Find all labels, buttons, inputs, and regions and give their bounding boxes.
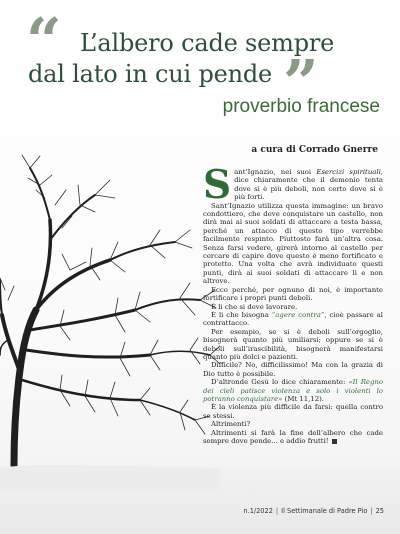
author-byline: a cura di Corrado Gnerre <box>251 145 378 155</box>
article-body <box>203 162 383 445</box>
issue-number: n.1/2022 <box>243 507 273 515</box>
opening-quote-mark: “ <box>26 4 62 77</box>
title-line-2: dal lato in cui pende <box>28 60 273 88</box>
page-number: 25 <box>375 507 384 515</box>
title-line-1: L’albero cade sempre <box>80 29 335 57</box>
paragraph-11 <box>203 429 383 446</box>
paragraph-8 <box>203 378 383 403</box>
drop-cap: S <box>203 162 232 208</box>
closing-quote-mark: ” <box>283 46 319 119</box>
paragraph-6: Per esempio, se si è deboli sull’orgoglio, bisognerà quanto più umiliarsi; oppure se si è deboli sull’irascibilità, bisognerà manifestarsi quanto più dolci e pazienti. <box>203 327 383 361</box>
paragraph-2: Sant’Ignazio utilizza questa immagine: un bravo condottiero, che deve conquistare un castello, non dirà mai ai suoi soldati di attaccare a testa bassa, perché un attacco di questo tipo verrebbe facilmente respinto. Piuttosto farà un’altra cosa. Senza farsi vedere, girerà intorno al castello per cercare di capire dove questo è meno fortificato e protetto. Una volta che avrà individuato questi punti, dirà ai suoi soldati di attaccare lì e non altrove. <box>203 201 383 286</box>
paragraph-1-book-title: Esercizi spirituali <box>316 168 381 176</box>
paragraph-8-citation: (Mt 11,12). <box>282 394 324 403</box>
subtitle: proverbio francese <box>222 96 380 117</box>
paragraph-10: Altrimenti? <box>211 420 251 429</box>
bare-tree-illustration <box>0 150 220 490</box>
paragraph-8-text-a: D’altronde Gesù lo dice chiaramente: <box>211 378 349 387</box>
paragraph-5 <box>203 311 383 328</box>
paragraph-8-gospel-quote: «Il Regno dei cieli patisce violenza e solo i violenti lo potranno conquistare» <box>203 378 383 403</box>
paragraph-1 <box>203 162 383 208</box>
end-of-article-mark <box>332 439 337 444</box>
paragraph-5-latin: “agere contra” <box>271 310 325 319</box>
paragraph-5-text-c: , cioè passare al contrattacco. <box>203 310 383 328</box>
paragraph-1-text-a: ant’Ignazio, nei suoi <box>234 168 317 176</box>
footer-separator: | <box>370 507 373 515</box>
footer-separator: | <box>275 507 279 515</box>
page-footer <box>243 507 384 515</box>
paragraph-4: È li che si deve lavorare. <box>211 302 298 311</box>
magazine-name: Il Settimanale di Padre Pio <box>281 507 368 515</box>
paragraph-7: Difficile? No, difficilissimo! Ma con la grazia di Dio tutto è possibile. <box>203 361 383 378</box>
paragraph-11-text: Altrimenti si farà la fine dell’albero che cade sempre dove pende... e addio frutti! <box>203 428 383 445</box>
paragraph-1-text-c: , dice chiaramente che il demonio tenta dove si è più deboli, non certo dove si è più forti. <box>234 168 383 202</box>
paragraph-5-text-a: È li che bisogna <box>211 310 272 319</box>
paragraph-9: È la violenza più difficile da farsi: quella contro se stessi. <box>203 403 383 420</box>
paragraph-3: Ecco perché, per ognuno di noi, è importante fortificare i propri punti deboli. <box>203 285 383 303</box>
